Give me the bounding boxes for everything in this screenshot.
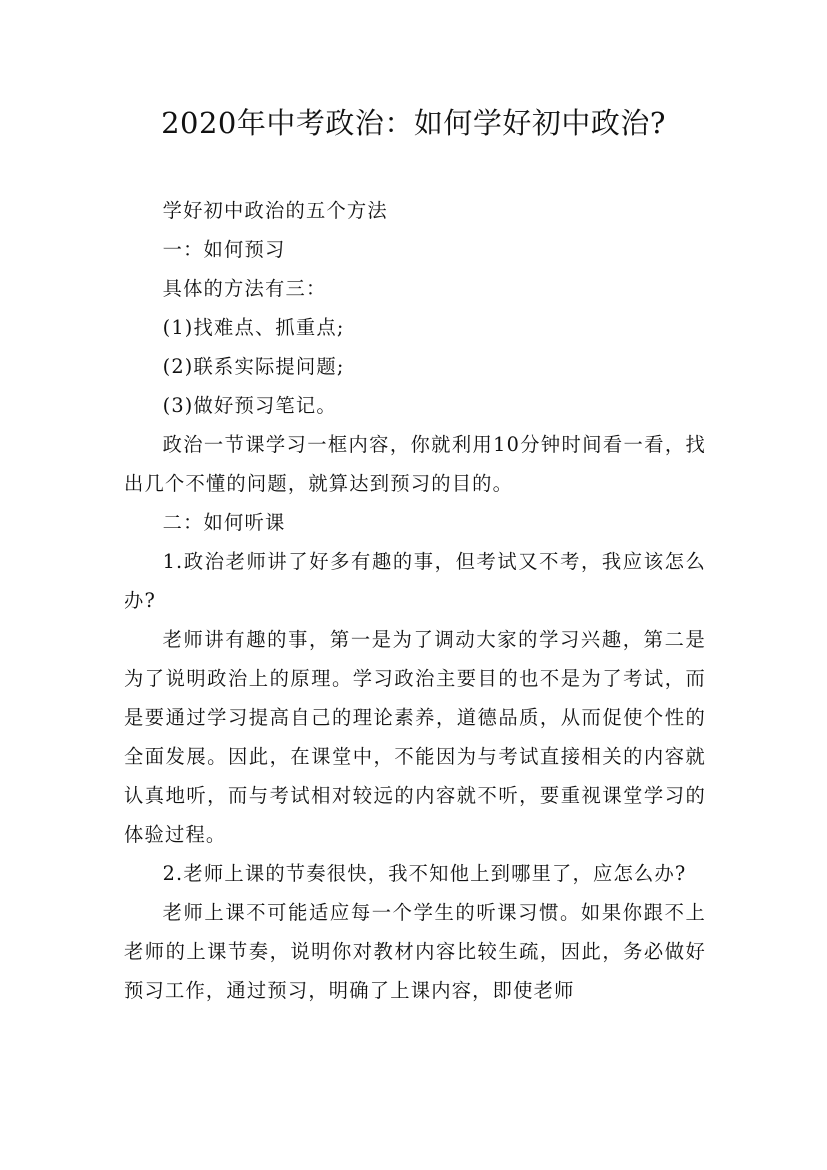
paragraph: (2)联系实际提问题;: [162, 355, 345, 378]
paragraph: 具体的方法有三：: [162, 277, 327, 300]
paragraph: 一：如何预习: [162, 238, 286, 261]
paragraph: 2.老师上课的节奏很快，我不知他上到哪里了，应怎么办?: [162, 862, 687, 885]
paragraph: (3)做好预习笔记。: [162, 394, 337, 417]
paragraph: (1)找难点、抓重点;: [162, 316, 345, 339]
paragraph: 政治一节课学习一框内容，你就利用10分钟时间看一看，找出几个不懂的问题，就算达到预习的目的。: [124, 433, 706, 495]
paragraph: 二：如何听课: [162, 511, 286, 534]
document-body: [124, 191, 706, 1010]
paragraph: 1.政治老师讲了好多有趣的事，但考试又不考，我应该怎么办?: [124, 550, 706, 612]
paragraph: 老师讲有趣的事，第一是为了调动大家的学习兴趣，第二是为了说明政治上的原理。学习政治主要目的也不是为了考试，而是要通过学习提高自己的理论素养，道德品质，从而促使个性的全面发展。因此，在课堂中，不能因为与考试直接相关的内容就认真地听，而与考试相对较远的内容就不听，要重视课堂学习的体验过程。: [124, 628, 706, 846]
paragraph: 老师上课不可能适应每一个学生的听课习惯。如果你跟不上老师的上课节奏，说明你对教材内容比较生疏，因此，务必做好预习工作，通过预习，明确了上课内容，即使老师: [124, 901, 706, 1002]
paragraph: 学好初中政治的五个方法: [162, 199, 388, 222]
document-title: 2020年中考政治：如何学好初中政治?: [161, 106, 666, 140]
